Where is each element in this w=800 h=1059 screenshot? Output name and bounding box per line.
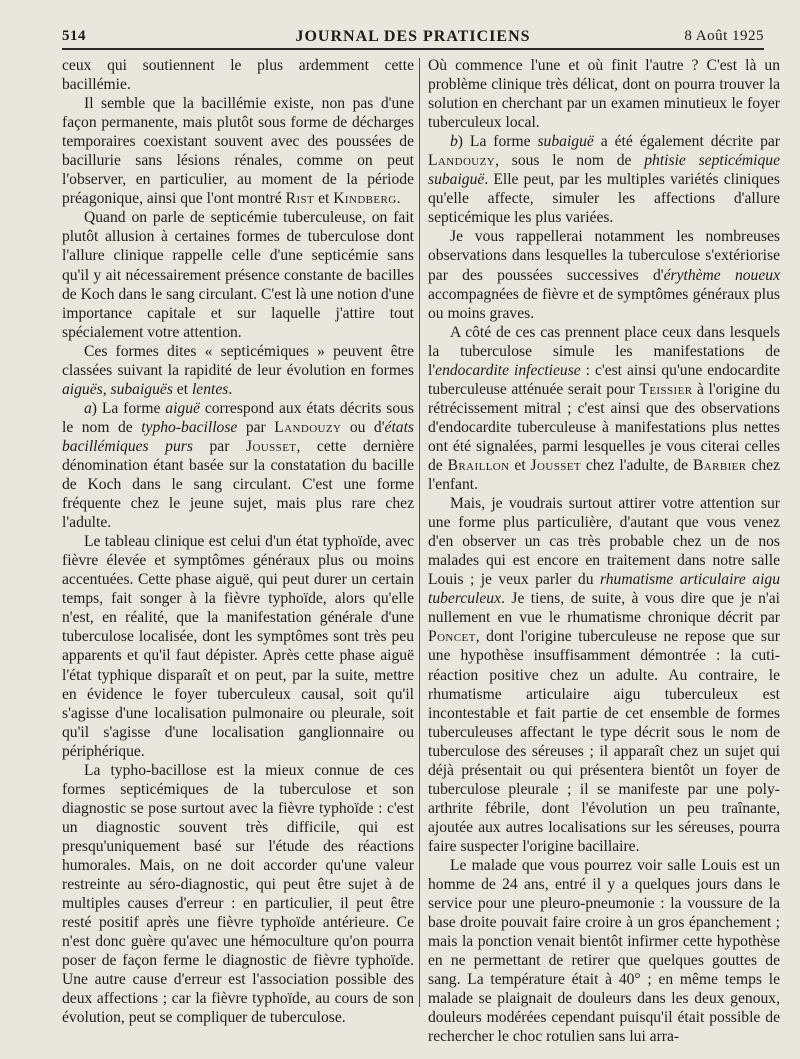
- paragraph: Quand on parle de septicémie tuberculeuse, on fait plutôt allusion à certaines formes de tuberculose dont l'allure clinique rappelle celle d'une septicémie sans qu'il y ait nécessairement présence constante de bacilles de Koch dans le sang circulant. C'est là une notion d'une importance capitale et sur laquelle j'attire tout spécialement votre attention.: [62, 209, 414, 341]
- paragraph: a) La forme aiguë correspond aux états décrits sous le nom de typho-bacillose par Landouzy ou d'états bacillémiques purs par Jousset, cette dernière dénomination étant basée sur la constatation du bacille de Koch dans le sang circulant. C'est une forme fréquente chez le jeune sujet, mais plus rare chez l'adulte.: [62, 399, 414, 532]
- paragraph: Je vous rappellerai notamment les nombreuses observations dans lesquelles la tuberculose s'extériorise par des poussées successives d'érythème noueux accompagnées de fièvre et de symptômes généraux plus ou moins graves.: [428, 228, 780, 322]
- paragraph: Le tableau clinique est celui d'un état typhoïde, avec fièvre élevée et symptômes généraux plus ou moins accentuées. Cette phase aiguë, qui peut durer un certain temps, fait songer à la fièvre typhoïde, alors qu'elle n'est, en réalité, que la manifestation générale d'une tuberculose localisée, dont les symptômes sont très peu apparents et qu'il faut dépister. Après cette phase aiguë l'état typhique disparaît et on peut, par la suite, mettre en évidence le foyer tuberculeux causal, soit qu'il s'agisse d'une localisation pulmonaire ou pleurale, soit qu'il s'agisse d'une localisation ganglionnaire ou périphérique.: [62, 533, 414, 760]
- page-header: [62, 24, 764, 48]
- paragraph: Mais, je voudrais surtout attirer votre attention sur une forme plus particulière, d'autant que vous venez d'en observer un cas très probable chez un de nos malades qui est encore en traitement dans notre salle Louis ; je veux parler du rhumatisme articulaire aigu tuberculeux. Je tiens, de suite, à vous dire que je n'ai nullement en vue le rhumatisme chronique décrit par Poncet, dont l'origine tuberculeuse ne repose que sur une hypothèse insuffisamment démontrée : la cuti-réaction positive chez un adulte. Au contraire, le rhumatisme articulaire aigu tuberculeux est incontestable et fait partie de cet ensemble de formes tuberculeuses affectant le type décrit sous le nom de tuberculose des séreuses ; il apparaît chez un sujet qui déjà présentait ou qui présentera bientôt un foyer de tuberculose pleurale ; il se manifeste par une poly-arthrite fébrile, dont l'évolution un peu traînante, ajoutée aux autres localisations sur les séreuses, pourra faire suspecter l'origine bacillaire.: [428, 495, 780, 855]
- header-rule: [62, 48, 764, 50]
- paragraph: ceux qui soutiennent le plus ardemment cette bacillémie.: [62, 57, 414, 94]
- paragraph: b) La forme subaiguë a été également décrite par Landouzy, sous le nom de phtisie septicémique subaiguë. Elle peut, par les multiples variétés cliniques qu'elle affecte, simuler les affections d'allure septicémique les plus variées.: [428, 133, 780, 227]
- paragraph: Il semble que la bacillémie existe, non pas d'une façon permanente, mais plutôt sous forme de décharges temporaires coexistant souvent avec des poussées de bacillurie sans lésions rénales, comme on peut l'observer, en particulier, au moment de la période préagonique, ainsi que l'ont montré Rist et Kindberg.: [62, 95, 414, 208]
- paragraph: A côté de ces cas prennent place ceux dans lesquels la tuberculose simule les manifestations de l'endocardite infectieuse : c'est ainsi qu'une endocardite tuberculeuse atténuée serait pour Teissier à l'origine du rétrécissement mitral ; c'est ainsi que des observations d'endocardite tuberculeuse à manifestations plus nettes ont été signalées, parmi lesquelles je vous citerai celles de Braillon et Jousset chez l'adulte, de Barbier chez l'enfant.: [428, 323, 780, 494]
- column-divider: [419, 58, 420, 1007]
- paragraph: Le malade que vous pourrez voir salle Louis est un homme de 24 ans, entré il y a quelques jours dans le service pour une pleuro-pneumonie : la voussure de la base droite pouvait faire croire à un gros épanchement ; mais la ponction venait bientôt infirmer cette hypothèse en ne permettant de retirer que quelques gouttes de sang. La température était à 40° ; en même temps le malade se plaignait de douleurs dans les deux genoux, douleurs modérées cependant puisqu'il était possible de rechercher le choc rotulien sans lui arra-: [428, 856, 780, 1046]
- paragraph: La typho-bacillose est la mieux connue de ces formes septicémiques de la tuberculose et son diagnostic se pose surtout avec la fièvre typhoïde : c'est un diagnostic souvent très difficile, qui est presqu'uniquement basé sur l'étude des réactions humorales. Mais, on ne doit accorder qu'une valeur restreinte au séro-diagnostic, qui peut être sujet à de multiples causes d'erreur : en particulier, il peut être resté positif après une fièvre typhoïde antérieure. Ce n'est donc guère qu'avec une hémoculture qu'on pourra poser de façon ferme le diagnostic de fièvre typhoïde. Une autre cause d'erreur est l'association possible des deux affections ; car la fièvre typhoïde, au cours de son évolution, peut se compliquer de tuberculose.: [62, 761, 414, 1027]
- journal-title: JOURNAL DES PRATICIENS: [295, 28, 531, 45]
- issue-date: 8 Août 1925: [684, 28, 764, 44]
- left-column: [62, 56, 414, 1027]
- paragraph: Où commence l'une et où finit l'autre ? C'est là un problème clinique très délicat, dont on pourra trouver la solution en cherchant par un examen minutieux le foyer tuberculeux local.: [428, 57, 780, 132]
- paragraph: Ces formes dites « septicémiques » peuvent être classées suivant la rapidité de leur évolution en formes aiguës, subaiguës et lentes.: [62, 342, 414, 398]
- page-number: 514: [62, 28, 86, 44]
- right-column: [428, 56, 780, 1046]
